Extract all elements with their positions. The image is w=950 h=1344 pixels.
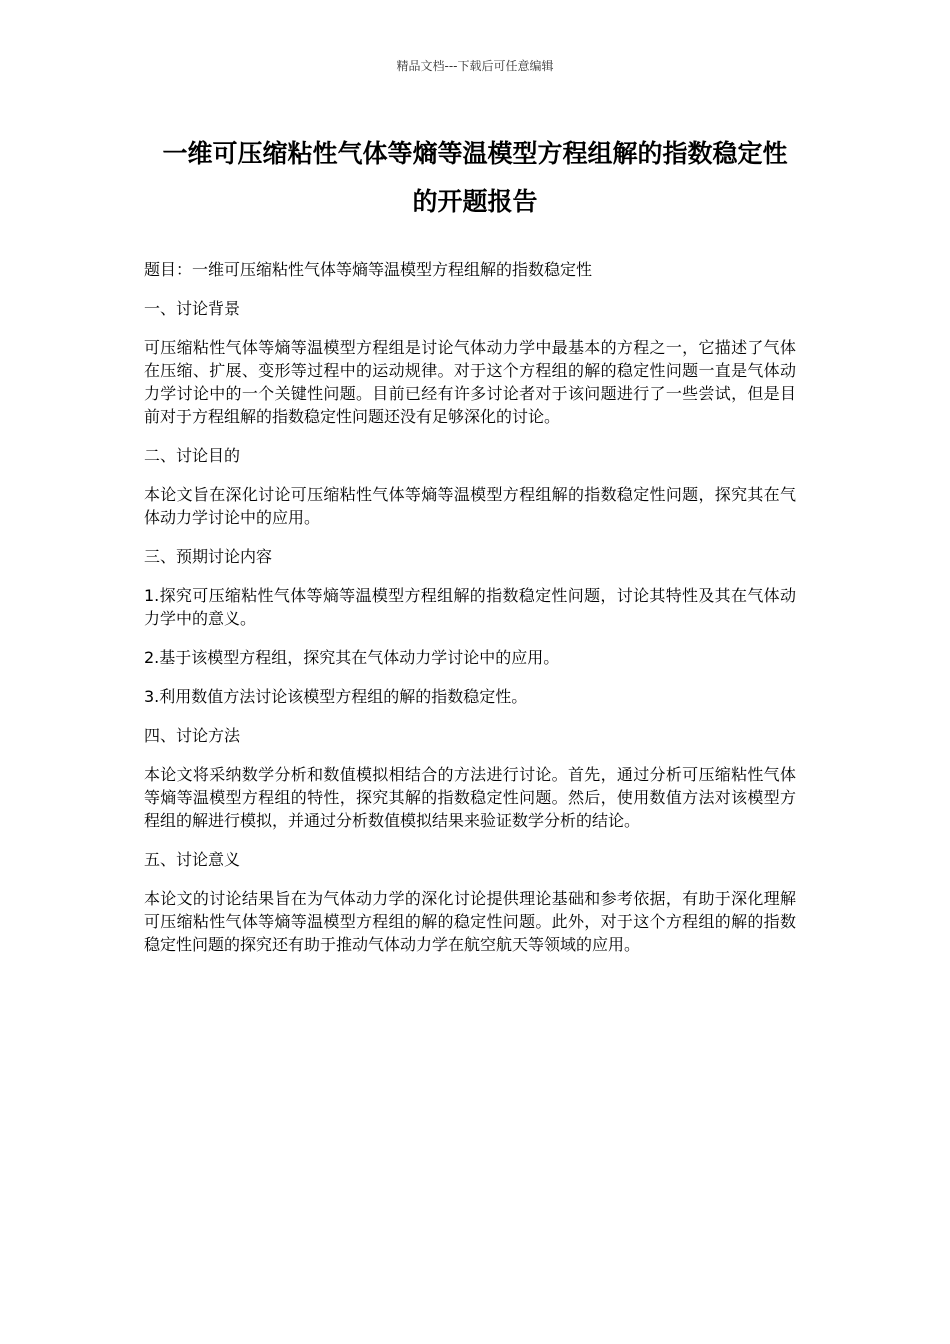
document-body bbox=[144, 258, 796, 972]
title-line-2: 的开题报告 bbox=[412, 187, 538, 216]
section-heading-expected-content: 三、预期讨论内容 bbox=[144, 547, 273, 566]
topic-line: 题目：一维可压缩粘性气体等熵等温模型方程组解的指数稳定性 bbox=[144, 260, 593, 279]
section-heading-method: 四、讨论方法 bbox=[144, 726, 241, 745]
section-paragraph: 本论文将采纳数学分析和数值模拟相结合的方法进行讨论。首先，通过分析可压缩粘性气体等熵等温模型方程组的特性，探究其解的指数稳定性问题。然后，使用数值方法对该模型方程组的解进行模拟，并通过分析数值模拟结果来验证数学分析的结论。 bbox=[144, 765, 796, 830]
section-paragraph: 本论文旨在深化讨论可压缩粘性气体等熵等温模型方程组解的指数稳定性问题，探究其在气体动力学讨论中的应用。 bbox=[144, 485, 796, 527]
section-paragraph: 本论文的讨论结果旨在为气体动力学的深化讨论提供理论基础和参考依据，有助于深化理解可压缩粘性气体等熵等温模型方程组的解的稳定性问题。此外，对于这个方程组的解的指数稳定性问题的探究还有助于推动气体动力学在航空航天等领域的应用。 bbox=[144, 889, 796, 954]
title-line-1: 一维可压缩粘性气体等熵等温模型方程组解的指数稳定性 bbox=[162, 139, 788, 168]
section-heading-significance: 五、讨论意义 bbox=[144, 850, 241, 869]
list-item: 1.探究可压缩粘性气体等熵等温模型方程组解的指数稳定性问题，讨论其特性及其在气体动力学中的意义。 bbox=[144, 586, 796, 628]
section-paragraph: 可压缩粘性气体等熵等温模型方程组是讨论气体动力学中最基本的方程之一，它描述了气体在压缩、扩展、变形等过程中的运动规律。对于这个方程组的解的稳定性问题一直是气体动力学讨论中的一个关键性问题。目前已经有许多讨论者对于该问题进行了一些尝试，但是目前对于方程组解的指数稳定性问题还没有足够深化的讨论。 bbox=[144, 338, 796, 426]
list-item: 3.利用数值方法讨论该模型方程组的解的指数稳定性。 bbox=[144, 687, 528, 706]
section-heading-background: 一、讨论背景 bbox=[144, 299, 241, 318]
section-heading-purpose: 二、讨论目的 bbox=[144, 446, 241, 465]
document-title bbox=[140, 130, 810, 226]
list-item: 2.基于该模型方程组，探究其在气体动力学讨论中的应用。 bbox=[144, 648, 560, 667]
header-note: 精品文档---下载后可任意编辑 bbox=[396, 59, 554, 73]
